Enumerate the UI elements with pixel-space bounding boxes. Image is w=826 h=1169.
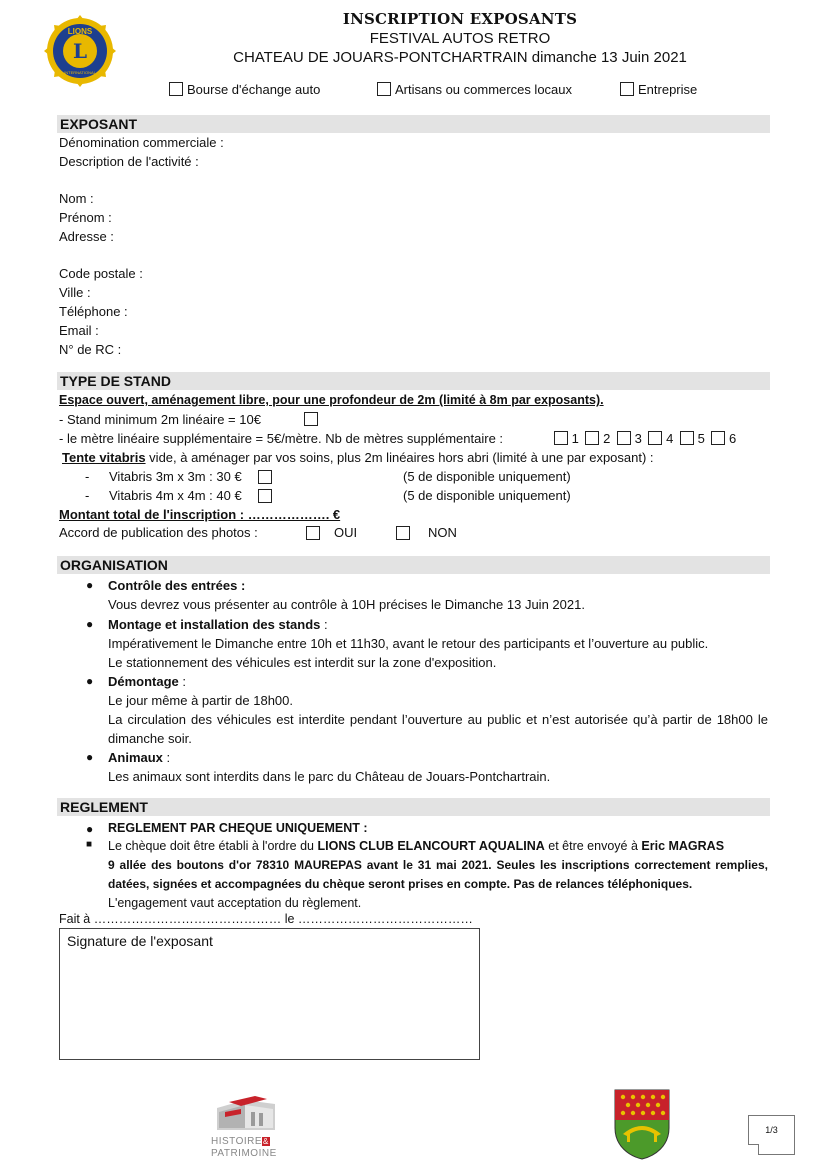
section-exposant-heading: EXPOSANT xyxy=(57,115,770,133)
category-option-bourse[interactable] xyxy=(169,82,320,97)
org-item-controle xyxy=(108,576,768,614)
category-options xyxy=(0,82,826,100)
total-amount[interactable]: Montant total de l'inscription : ………………. € xyxy=(59,507,341,522)
section-organisation-heading: ORGANISATION xyxy=(57,556,770,574)
org-item-title: Démontage xyxy=(108,674,179,689)
field-adresse[interactable]: Adresse : xyxy=(59,229,114,244)
signature-label: Signature de l'exposant xyxy=(67,933,213,949)
payment-text: et être envoyé à xyxy=(544,839,642,853)
event-location-date: CHATEAU DE JOUARS-PONTCHARTRAIN dimanche 13 Juin 2021 xyxy=(233,49,687,66)
list-dash: - xyxy=(85,469,90,484)
payee-name: LIONS CLUB ELANCOURT AQUALINA xyxy=(317,839,545,853)
extra-meter-text: - le mètre linéaire supplémentaire = 5€/mètre. Nb de mètres supplémentaire : xyxy=(59,431,504,446)
vitabris-3x3-note: (5 de disponible uniquement) xyxy=(403,469,571,484)
org-item-title: Montage et installation des stands xyxy=(108,617,321,632)
page-number: 1/3 xyxy=(748,1115,795,1155)
meter-checkbox-3[interactable] xyxy=(617,431,631,445)
logo-text-ampersand: & xyxy=(263,1137,269,1146)
svg-text:L: L xyxy=(72,39,88,63)
list-dash: - xyxy=(85,488,90,503)
vitabris-3x3-checkbox[interactable] xyxy=(258,470,272,484)
signature-box[interactable] xyxy=(59,928,480,1060)
vitabris-4x4-note: (5 de disponible uniquement) xyxy=(403,488,571,503)
checkbox[interactable] xyxy=(169,82,183,96)
category-label: Entreprise xyxy=(638,82,698,97)
category-label: Artisans ou commerces locaux xyxy=(395,82,573,97)
meter-checkbox-5[interactable] xyxy=(680,431,694,445)
section-stand-heading: TYPE DE STAND xyxy=(57,372,770,390)
meter-checkbox-6[interactable] xyxy=(711,431,725,445)
meter-option-label: 6 xyxy=(729,431,737,446)
org-item-suffix: : xyxy=(237,578,246,593)
org-item-text: La circulation des véhicules est interdite pendant l’ouverture au public et n’est autorisée qu’à partir de 18h00 le dimanche soir. xyxy=(108,712,768,746)
vitabris-3x3-label: Vitabris 3m x 3m : 30 € xyxy=(109,469,242,484)
open-space-rule: Espace ouvert, aménagement libre, pour une profondeur de 2m (limité à 8m par exposants). xyxy=(59,393,604,407)
meter-checkbox-2[interactable] xyxy=(585,431,599,445)
field-nom[interactable]: Nom : xyxy=(59,191,94,206)
org-item-animaux xyxy=(108,748,768,786)
meter-checkbox-1[interactable] xyxy=(554,431,568,445)
min-stand-text: - Stand minimum 2m linéaire = 10€ xyxy=(59,412,261,427)
tente-description: vide, à aménager par vos soins, plus 2m linéaires hors abri (limité à une par exposant) : xyxy=(145,450,654,465)
meter-checkbox-4[interactable] xyxy=(648,431,662,445)
cheque-only-rule: REGLEMENT PAR CHEQUE UNIQUEMENT : xyxy=(108,821,368,835)
org-item-title: Contrôle des entrées xyxy=(108,578,238,593)
payment-address-deadline: 9 allée des boutons d'or 78310 MAUREPAS avant le 31 mai 2021. Seules les inscriptions correctement remplies, datées, signées et accompagnées du chèque seront prises en compte. Pas de relances téléphoniques. xyxy=(108,858,768,891)
bullet-icon: ● xyxy=(86,674,94,688)
event-name: FESTIVAL AUTOS RETRO xyxy=(369,30,551,47)
payment-instructions xyxy=(108,837,768,913)
category-label: Bourse d'échange auto xyxy=(187,82,321,97)
org-item-demontage xyxy=(108,672,768,748)
org-item-suffix: : xyxy=(320,617,328,632)
field-code-postal[interactable]: Code postale : xyxy=(59,266,143,281)
org-item-text: Vous devrez vous présenter au contrôle à 10H précises le Dimanche 13 Juin 2021. xyxy=(108,597,585,612)
checkbox[interactable] xyxy=(620,82,634,96)
tente-vitabris-line xyxy=(62,450,654,465)
category-option-entreprise[interactable] xyxy=(620,82,697,97)
field-email[interactable]: Email : xyxy=(59,323,99,338)
min-stand-line xyxy=(59,412,261,427)
section-reglement-heading: REGLEMENT xyxy=(57,798,770,816)
vitabris-4x4-label: Vitabris 4m x 4m : 40 € xyxy=(109,488,242,503)
field-telephone[interactable]: Téléphone : xyxy=(59,304,128,319)
org-item-text: Le jour même à partir de 18h00. xyxy=(108,693,293,708)
histoire-patrimoine-logo xyxy=(205,1090,300,1160)
logo-text-histoire: HISTOIRE xyxy=(211,1136,263,1147)
org-item-text: Impérativement le Dimanche entre 10h et 11h30, avant le retour des participants et l’ouverture au public. xyxy=(108,636,709,651)
field-rc[interactable]: N° de RC : xyxy=(59,342,122,357)
bullet-icon: ● xyxy=(86,750,94,764)
photo-consent-yes-checkbox[interactable] xyxy=(306,526,320,540)
photo-consent-line xyxy=(59,525,459,540)
meter-options xyxy=(554,431,736,446)
bullet-icon: ● xyxy=(86,578,94,592)
org-item-text: Le stationnement des véhicules est interdit sur la zone d'exposition. xyxy=(108,655,497,670)
min-stand-checkbox[interactable] xyxy=(304,412,318,426)
org-item-suffix: : xyxy=(178,674,187,689)
payment-text: Le chèque doit être établi à l'ordre du xyxy=(108,839,318,853)
meter-option-label: 2 xyxy=(603,431,611,446)
photo-consent-yes-label: OUI xyxy=(334,525,358,540)
org-item-suffix: : xyxy=(162,750,171,765)
bullet-icon: ● xyxy=(86,822,94,836)
org-item-title: Animaux xyxy=(108,750,163,765)
field-prenom[interactable]: Prénom : xyxy=(59,210,112,225)
recipient-name: Eric MAGRAS xyxy=(641,839,725,853)
extra-meter-line xyxy=(59,431,737,446)
logo-text-patrimoine: PATRIMOINE xyxy=(211,1148,277,1159)
meter-option-label: 4 xyxy=(666,431,674,446)
document-title: INSCRIPTION EXPOSANTS xyxy=(342,10,578,28)
field-denomination[interactable]: Dénomination commerciale : xyxy=(59,135,224,150)
fait-a-date-line[interactable]: Fait à ……………………………………… le …………………………………… xyxy=(59,912,473,926)
field-ville[interactable]: Ville : xyxy=(59,285,91,300)
org-item-montage xyxy=(108,615,768,672)
checkbox[interactable] xyxy=(377,82,391,96)
svg-text:INTERNATIONAL: INTERNATIONAL xyxy=(64,70,96,75)
meter-option-label: 3 xyxy=(634,431,642,446)
meter-option-label: 1 xyxy=(571,431,579,446)
category-option-artisans[interactable] xyxy=(377,82,572,97)
payment-text: L'engagement vaut acceptation du règlement. xyxy=(108,896,362,910)
photo-consent-no-label: NON xyxy=(428,525,457,540)
meter-option-label: 5 xyxy=(697,431,705,446)
bullet-icon: ● xyxy=(86,617,94,631)
tente-label: Tente vitabris xyxy=(62,450,146,465)
town-crest-logo xyxy=(613,1088,671,1160)
svg-text:LIONS: LIONS xyxy=(67,27,93,36)
lions-club-logo xyxy=(40,14,120,88)
photo-consent-no-checkbox[interactable] xyxy=(396,526,410,540)
square-bullet-icon: ■ xyxy=(86,839,93,850)
field-description[interactable]: Description de l'activité : xyxy=(59,154,199,169)
photo-consent-label: Accord de publication des photos : xyxy=(59,525,258,540)
org-item-text: Les animaux sont interdits dans le parc du Château de Jouars-Pontchartrain. xyxy=(108,769,551,784)
vitabris-4x4-checkbox[interactable] xyxy=(258,489,272,503)
